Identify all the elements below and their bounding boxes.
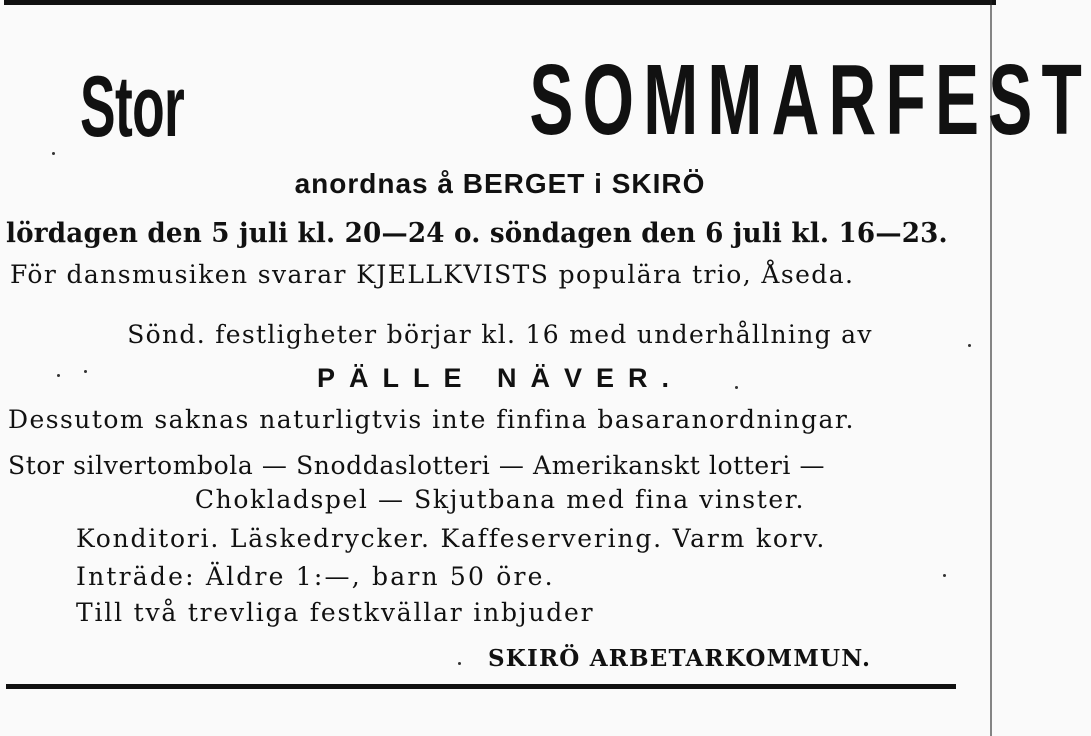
signature: SKIRÖ ARBETARKOMMUN. [488, 645, 872, 672]
print-speck [735, 386, 738, 389]
sunday-line: Sönd. festligheter börjar kl. 16 med underhållning av [127, 320, 873, 349]
top-rule [4, 0, 996, 5]
refreshments-line: Konditori. Läskedrycker. Kaffeservering. Varm korv. [76, 524, 827, 553]
print-speck [943, 574, 946, 577]
lotteries-line: Stor silvertombola — Snoddaslotteri — Amerikanskt lotteri — [8, 451, 826, 480]
dates-line: lördagen den 5 juli kl. 20—24 o. söndagen den 6 juli kl. 16—23. [6, 218, 948, 249]
invite-line: Till två trevliga festkvällar inbjuder [76, 598, 595, 627]
extras-line: Dessutom saknas naturligtvis inte finfina basaranordningar. [8, 405, 855, 434]
title-main: SOMMARFEST [529, 44, 1091, 156]
print-speck [458, 662, 461, 665]
performer-name: PÄLLE NÄVER. [316, 363, 684, 393]
music-line: För dansmusiken svarar KJELLKVISTS populära trio, Åseda. [10, 260, 855, 289]
print-speck [84, 370, 87, 373]
print-speck [57, 374, 60, 377]
print-speck [968, 344, 971, 347]
title-prefix: Stor [80, 59, 185, 155]
games-line: Chokladspel — Skjutbana med fina vinster. [194, 485, 806, 514]
bottom-rule [6, 684, 956, 689]
admission-line: Inträde: Äldre 1:—, barn 50 öre. [76, 562, 555, 591]
print-speck [52, 152, 55, 155]
advert-title [80, 30, 1091, 156]
subtitle: anordnas å BERGET i SKIRÖ [294, 168, 706, 199]
